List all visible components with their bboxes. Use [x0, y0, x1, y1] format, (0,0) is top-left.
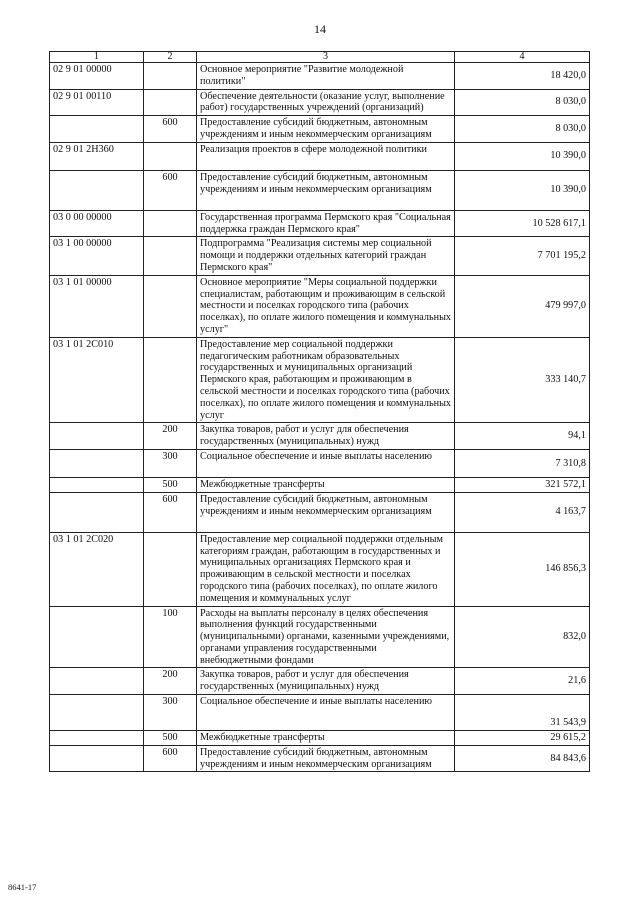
cell-type: 600 — [144, 116, 197, 143]
cell-type — [144, 142, 197, 170]
cell-code — [50, 668, 144, 695]
cell-name: Закупка товаров, работ и услуг для обеспечения государственных (муниципальных) нужд — [197, 668, 455, 695]
cell-type: 600 — [144, 492, 197, 532]
cell-type: 200 — [144, 668, 197, 695]
cell-code — [50, 731, 144, 746]
cell-type — [144, 210, 197, 237]
cell-name: Межбюджетные трансферты — [197, 731, 455, 746]
cell-name: Предоставление субсидий бюджетным, автономным учреждениям и иным некоммерческим организациям — [197, 116, 455, 143]
cell-amount: 84 843,6 — [455, 745, 590, 772]
cell-code: 02 9 01 00110 — [50, 89, 144, 116]
cell-type — [144, 275, 197, 337]
cell-amount: 333 140,7 — [455, 337, 590, 423]
cell-type: 100 — [144, 606, 197, 668]
cell-amount: 321 572,1 — [455, 477, 590, 492]
table-row — [50, 695, 590, 731]
cell-amount: 146 856,3 — [455, 532, 590, 606]
table-row — [50, 170, 590, 210]
cell-type — [144, 63, 197, 90]
cell-code: 03 0 00 00000 — [50, 210, 144, 237]
table-row — [50, 337, 590, 423]
table-row — [50, 423, 590, 450]
table-row — [50, 492, 590, 532]
cell-code: 03 1 01 00000 — [50, 275, 144, 337]
cell-code — [50, 423, 144, 450]
table-row — [50, 63, 590, 90]
cell-name: Основное мероприятие "Меры социальной поддержки специалистам, работающим и проживающим в сельской местности и поселках городского типа (рабочих поселках), по оплате жилого помещения и коммунальных услуг" — [197, 275, 455, 337]
cell-name: Предоставление мер социальной поддержки педагогическим работникам образовательных государственных и муниципальных организаций Пермского края, работающим и проживающим в сельской местности и поселках городского типа (рабочих поселках), по оплате жилого помещения и коммунальных услуг — [197, 337, 455, 423]
cell-code — [50, 695, 144, 731]
cell-code: 02 9 01 00000 — [50, 63, 144, 90]
table-row — [50, 89, 590, 116]
cell-amount: 4 163,7 — [455, 492, 590, 532]
cell-type: 600 — [144, 170, 197, 210]
cell-code — [50, 606, 144, 668]
table-row — [50, 731, 590, 746]
cell-code — [50, 170, 144, 210]
cell-name: Реализация проектов в сфере молодежной политики — [197, 142, 455, 170]
table-row — [50, 449, 590, 477]
cell-name: Предоставление субсидий бюджетным, автономным учреждениям и иным некоммерческим организациям — [197, 745, 455, 772]
cell-name: Предоставление субсидий бюджетным, автономным учреждениям и иным некоммерческим организациям — [197, 492, 455, 532]
table-row — [50, 237, 590, 275]
header-col-4: 4 — [455, 52, 590, 63]
table-row — [50, 606, 590, 668]
header-col-3: 3 — [197, 52, 455, 63]
cell-amount: 8 030,0 — [455, 116, 590, 143]
cell-name: Социальное обеспечение и иные выплаты населению — [197, 695, 455, 731]
cell-name: Основное мероприятие "Развитие молодежной политики" — [197, 63, 455, 90]
cell-code — [50, 745, 144, 772]
cell-type — [144, 237, 197, 275]
cell-amount: 7 310,8 — [455, 449, 590, 477]
cell-amount: 7 701 195,2 — [455, 237, 590, 275]
cell-name: Подпрограмма "Реализация системы мер социальной помощи и поддержки отдельных категорий граждан Пермского края" — [197, 237, 455, 275]
cell-type — [144, 337, 197, 423]
cell-code: 02 9 01 2Н360 — [50, 142, 144, 170]
cell-type: 500 — [144, 731, 197, 746]
cell-type: 500 — [144, 477, 197, 492]
cell-name: Закупка товаров, работ и услуг для обеспечения государственных (муниципальных) нужд — [197, 423, 455, 450]
cell-type: 600 — [144, 745, 197, 772]
table-body — [50, 63, 590, 772]
cell-amount: 832,0 — [455, 606, 590, 668]
cell-type: 300 — [144, 695, 197, 731]
cell-type: 300 — [144, 449, 197, 477]
cell-type — [144, 532, 197, 606]
page-number: 14 — [314, 22, 326, 36]
cell-name: Государственная программа Пермского края "Социальная поддержка граждан Пермского края" — [197, 210, 455, 237]
cell-code — [50, 116, 144, 143]
cell-code — [50, 449, 144, 477]
cell-amount: 21,6 — [455, 668, 590, 695]
table-row — [50, 668, 590, 695]
table-row — [50, 477, 590, 492]
cell-name: Предоставление субсидий бюджетным, автономным учреждениям и иным некоммерческим организациям — [197, 170, 455, 210]
cell-name: Расходы на выплаты персоналу в целях обеспечения выполнения функций государственными (муниципальными) органами, казенными учреждениями, органами управления государственными внебюджетными фондами — [197, 606, 455, 668]
table-row — [50, 210, 590, 237]
cell-code: 03 1 01 2С010 — [50, 337, 144, 423]
cell-code: 03 1 01 2С020 — [50, 532, 144, 606]
table-row — [50, 532, 590, 606]
table-row — [50, 275, 590, 337]
cell-name: Обеспечение деятельности (оказание услуг, выполнение работ) государственных учреждений (организаций) — [197, 89, 455, 116]
cell-amount: 31 543,9 — [455, 695, 590, 731]
cell-type: 200 — [144, 423, 197, 450]
cell-type — [144, 89, 197, 116]
table-row — [50, 142, 590, 170]
cell-amount: 10 390,0 — [455, 142, 590, 170]
cell-name: Межбюджетные трансферты — [197, 477, 455, 492]
cell-name: Социальное обеспечение и иные выплаты населению — [197, 449, 455, 477]
cell-amount: 479 997,0 — [455, 275, 590, 337]
header-col-2: 2 — [144, 52, 197, 63]
cell-amount: 10 390,0 — [455, 170, 590, 210]
budget-table — [49, 51, 590, 772]
cell-code — [50, 492, 144, 532]
table-row — [50, 116, 590, 143]
cell-amount: 8 030,0 — [455, 89, 590, 116]
cell-amount: 10 528 617,1 — [455, 210, 590, 237]
cell-amount: 18 420,0 — [455, 63, 590, 90]
table-header-row — [50, 52, 590, 63]
cell-code — [50, 477, 144, 492]
cell-amount: 94,1 — [455, 423, 590, 450]
cell-name: Предоставление мер социальной поддержки отдельным категориям граждан, работающим в государственных и муниципальных организациях Пермского края и проживающим в сельской местности и поселках городского типа (рабочих поселках), по оплате жилого помещения и коммунальных услуг — [197, 532, 455, 606]
table-row — [50, 745, 590, 772]
document-code: 8641-17 — [8, 882, 37, 892]
cell-code: 03 1 00 00000 — [50, 237, 144, 275]
cell-amount: 29 615,2 — [455, 731, 590, 746]
header-col-1: 1 — [50, 52, 144, 63]
